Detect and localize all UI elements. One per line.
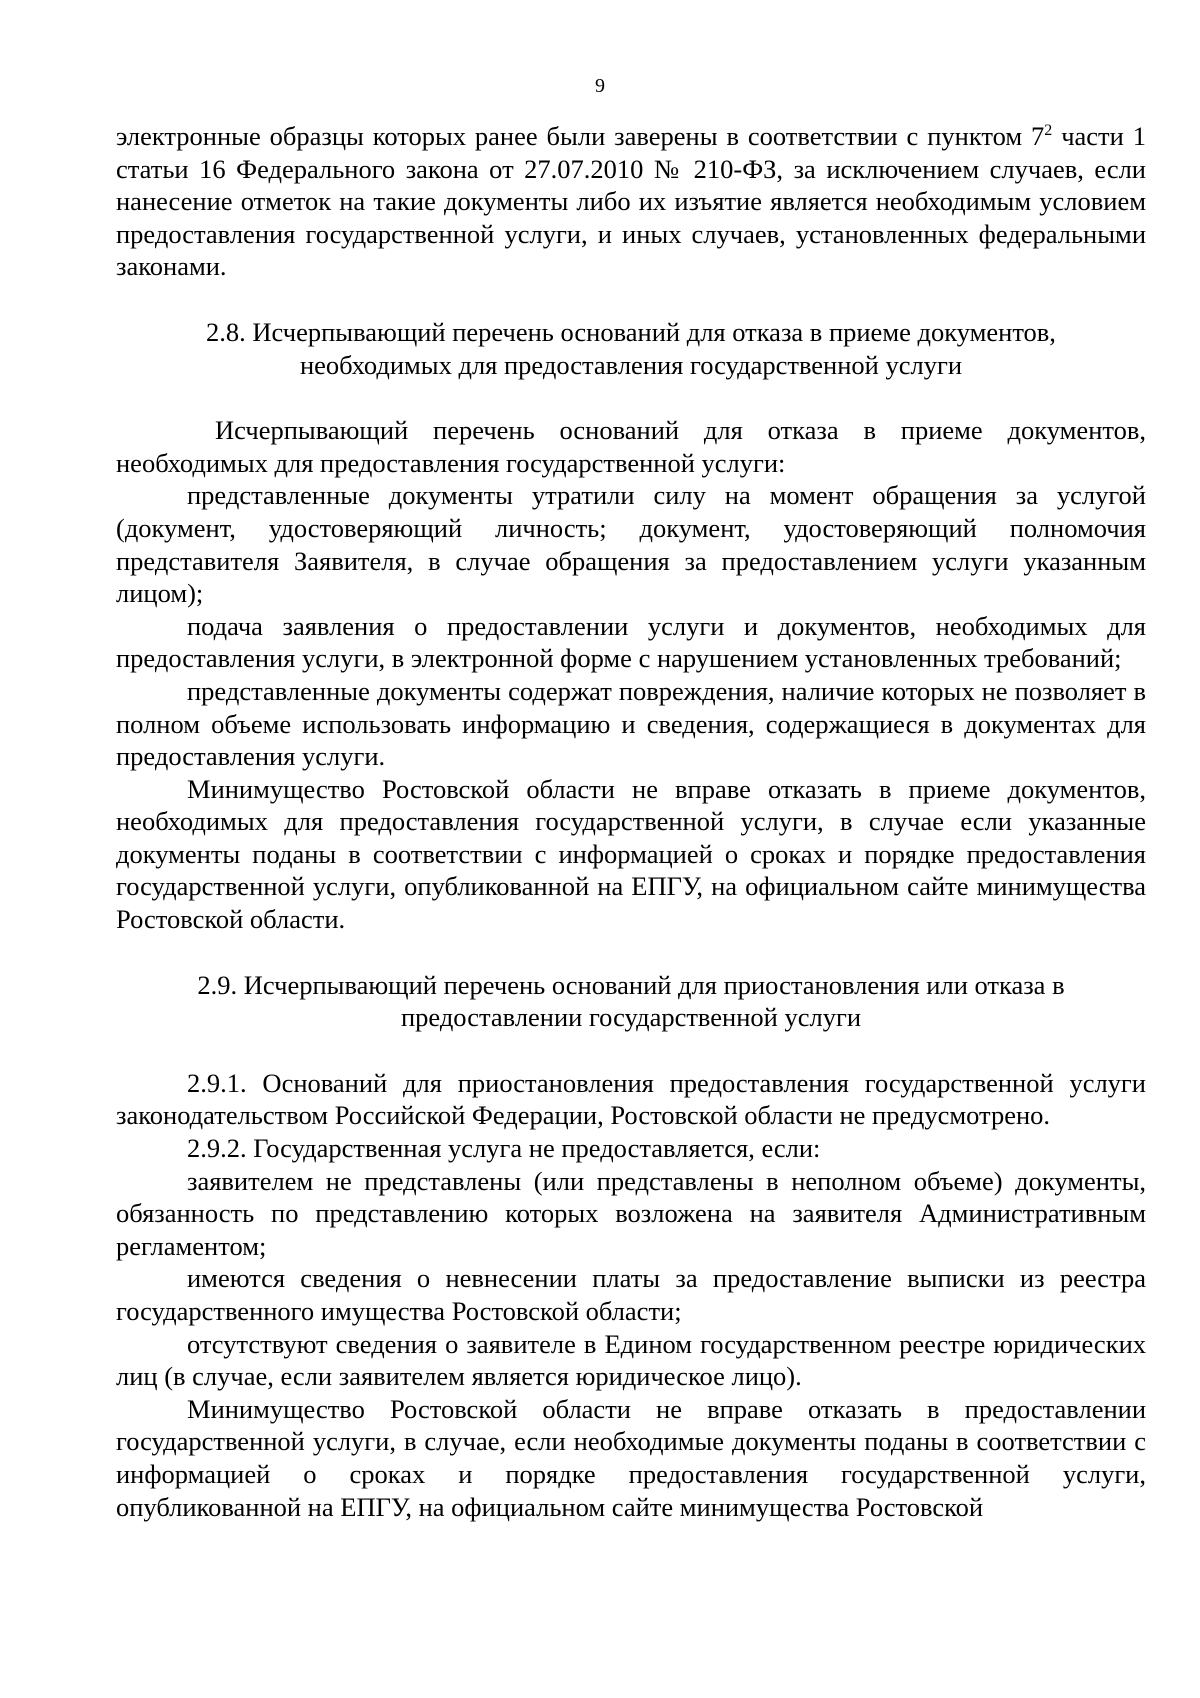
spacer [116, 1034, 1146, 1067]
superscript: 2 [1044, 122, 1053, 140]
section-2-8-heading [116, 316, 1146, 381]
paragraph: представленные документы содержат повреждения, наличие которых не позволяет в полном объеме использовать информацию и сведения, содержащиеся в документах для предоставления услуги. [116, 675, 1146, 772]
spacer [116, 381, 1146, 414]
paragraph: подача заявления о предоставлении услуги и документов, необходимых для предоставления услуги, в электронной форме с нарушением установленных требований; [116, 610, 1146, 674]
document-body [116, 120, 1146, 1523]
paragraph: отсутствуют сведения о заявителе в Едином государственном реестре юридических лиц (в случае, если заявителем является юридическое лицо). [116, 1328, 1146, 1392]
paragraph: заявителем не представлены (или представлены в неполном объеме) документы, обязанность по представлению которых возложена на заявителя Административным регламентом; [116, 1165, 1146, 1261]
section-2-8-body [116, 414, 1146, 936]
intro-text-end: части 1 статьи 16 Федерального закона от 27.07.2010 № 210-ФЗ, за исключением случаев, если нанесение отметок на такие документы либо их изъятие является необходимым условием предоставления государственной услуги, и иных случаев, установленных федеральными законами. [116, 121, 1146, 282]
paragraph: Минимущество Ростовской области не вправе отказать в приеме документов, необходимых для предоставления государственной услуги, в случае если указанные документы поданы в соответствии с информацией о сроках и порядке предоставления государственной услуги, опубликованной на ЕПГУ, на официальном сайте минимущества Ростовской области. [116, 773, 1146, 935]
paragraph: Исчерпывающий перечень оснований для отказа в приеме документов, необходимых для предоставления государственной услуги: [116, 415, 1146, 478]
paragraph: Минимущество Ростовской области не вправе отказать в предоставлении государственной услуги, в случае, если необходимые документы поданы в соответствии с информацией о сроках и порядке предоставления государственной услуги, опубликованной на ЕПГУ, на официальном сайте минимущества Ростовской [116, 1393, 1146, 1522]
section-2-9-heading [116, 969, 1146, 1034]
spacer [116, 283, 1146, 316]
paragraph: 2.9.1. Оснований для приостановления предоставления государственной услуги законодательством Российской Федерации, Ростовской области не предусмотрено. [116, 1067, 1146, 1131]
paragraph: имеются сведения о невнесении платы за предоставление выписки из реестра государственного имущества Ростовской области; [116, 1263, 1146, 1326]
intro-text-start: электронные образцы которых ранее были заверены в соответствии с пунктом 7 [116, 121, 1045, 151]
section-heading-line: предоставлении государственной услуги [400, 1002, 861, 1033]
section-heading-line: необходимых для предоставления государственной услуги [299, 349, 963, 380]
paragraph: представленные документы утратили силу на момент обращения за услугой (документ, удостоверяющий личность; документ, удостоверяющий полномочия представителя Заявителя, в случае обращения за предоставлением услуги указанным лицом); [116, 480, 1146, 609]
paragraph: 2.9.2. Государственная услуга не предоставляется, если: [187, 1133, 821, 1164]
section-2-9-body [116, 1067, 1146, 1523]
spacer [116, 936, 1146, 969]
section-heading-line: 2.9. Исчерпывающий перечень оснований для приостановления или отказа в [197, 969, 1065, 1000]
intro-paragraph [116, 120, 1146, 283]
page-number: 9 [595, 75, 605, 97]
section-heading-line: 2.8. Исчерпывающий перечень оснований для отказа в приеме документов, [206, 316, 1056, 347]
